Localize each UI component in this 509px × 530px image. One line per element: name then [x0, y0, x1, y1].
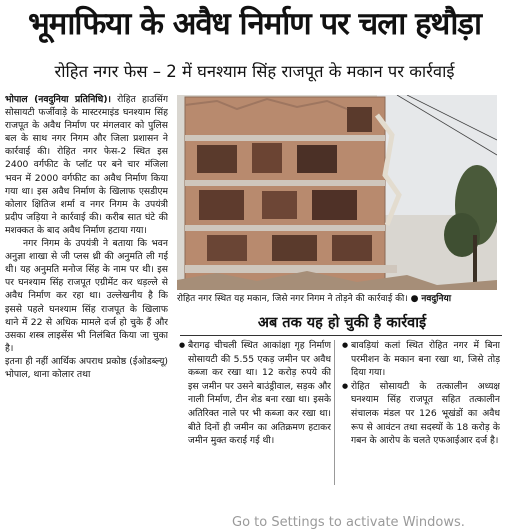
headline: भूमाफिया के अवैध निर्माण पर चला हथौड़ा [28, 6, 481, 42]
box-rule [180, 335, 502, 336]
story-column [5, 93, 168, 525]
story-text-1: रोहित हाउसिंग सोसायटी फर्जीवाड़े के मास्टरमाइंड घनश्याम सिंह राजपूत के अवैध निर्माण पर मंगलवार को पुलिस बल के साथ नगर निगम और जिला प्रशासन ने कार्रवाई की। रोहित नगर फेस-2 स्थित इस 2400 वर्गफीट के प्लॉट पर बने चार मंजिला भवन में 2000 वर्गफीट का अवैध निर्माण किया गया था। इस अवैध निर्माण के खिलाफ एसडीएम कोलार क्षितिज शर्मा व नगर निगम के उपयंत्री प्रदीप जड़िया ने कार्रवाई की। करीब सात घंटे की मशक्कत के बाद अवैध निर्माण हटाया गया। [5, 94, 168, 236]
box-left-column [179, 339, 331, 484]
story-paragraph-3: इतना ही नहीं आर्थिक अपराध प्रकोष्ठ (ईओडब्ल्यू) भोपाल, थाना कोलार तथा [5, 355, 168, 380]
caption-brand: नवदुनिया [421, 294, 452, 304]
photo-caption-text: रोहित नगर स्थित यह मकान, जिसे नगर निगम ने तोड़ने की कार्रवाई की। [177, 294, 408, 304]
photo-caption [177, 292, 507, 306]
box-right-column [342, 339, 500, 484]
box-title: अब तक यह हो चुकी है कार्रवाई [257, 315, 427, 331]
box-divider [334, 340, 335, 485]
windows-activation-watermark: Go to Settings to activate Windows. [232, 515, 465, 530]
dateline: भोपाल (नवदुनिया प्रतिनिधि)। [5, 94, 112, 105]
box-left-item: ● बैरागढ़ चीचली स्थित आकांक्षा गृह निर्माण सोसायटी की 5.55 एकड़ जमीन पर अवैध कब्जा कर रखा था। 12 करोड़ रुपये की इस जमीन पर उसने बाउंड्रीवाल, सड़क और नाली निर्माण, टीन शेड बना रखा था। इसके अतिरिक्त नाले पर भी कब्जा कर रखा था। बीते दिनों ही जमीन का अतिक्रमण हटाकर जमीन मुक्त कराई गई थी। [179, 339, 331, 448]
subheadline: रोहित नगर फेस – 2 में घनश्याम सिंह राजपूत के मकान पर कार्रवाई [54, 62, 455, 81]
story-paragraph-1 [5, 93, 168, 237]
box-right-item-2: ● रोहित सोसायटी के तत्कालीन अध्यक्ष घनश्याम सिंह राजपूत सहित तत्कालीन संचालक मंडल पर 126 भूखंडों का अवैध रूप से आवंटन तथा सदस्यों के 18 करोड़ के गबन के आरोप के चलते एफआईआर दर्ज है। [342, 380, 500, 448]
demolition-photo [177, 95, 497, 290]
story-paragraph-2: नगर निगम के उपयंत्री ने बताया कि भवन अनुज्ञा शाखा से जी प्लस थ्री की अनुमति ली गई थी। यह अनुमति मनोज सिंह के नाम पर थी। इस पर घनश्याम सिंह राजपूत एग्रीमेंट कर धड़ल्ले से अवैध निर्माण कर रहा था। उल्लेखनीय है कि इससे पहले घनश्याम सिंह राजपूत के खिलाफ थाने में 22 से अधिक मामले दर्ज हो चुके हैं और उसका शस्त्र लाइसेंस भी निलंबित किया जा चुका है। [5, 238, 168, 354]
caption-bullet-icon: ● [410, 294, 419, 304]
box-right-item-1: ● बावड़ियां कलां स्थित रोहित नगर में बिना परमीशन के मकान बना रखा था, जिसे तोड़ दिया गया। [342, 339, 500, 380]
demolition-photo-illustration [177, 95, 497, 290]
